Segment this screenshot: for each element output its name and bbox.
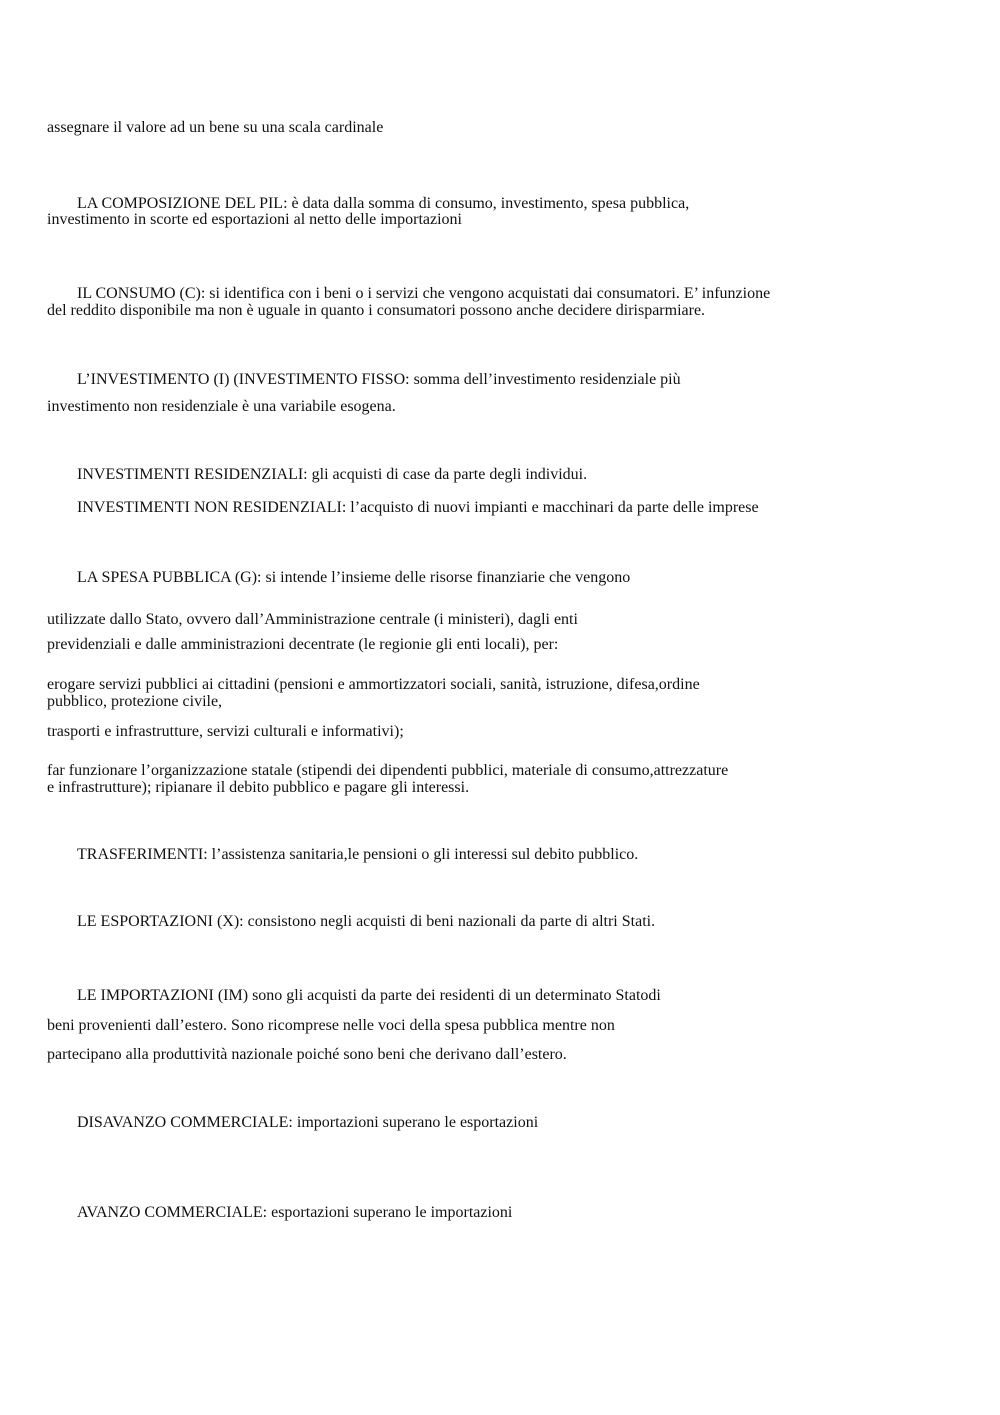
text-line: LA COMPOSIZIONE DEL PIL: è data dalla somma di consumo, investimento, spesa pubblica, xyxy=(77,195,690,212)
text-line: e infrastrutture); ripianare il debito pubblico e pagare gli interessi. xyxy=(47,779,470,796)
text-line: LE IMPORTAZIONI (IM) sono gli acquisti da parte dei residenti di un determinato Statodi xyxy=(77,987,661,1004)
text-line: beni provenienti dall’estero. Sono ricomprese nelle voci della spesa pubblica mentre non xyxy=(47,1017,615,1034)
text-line: AVANZO COMMERCIALE: esportazioni superano le importazioni xyxy=(77,1204,513,1221)
text-line: trasporti e infrastrutture, servizi culturali e informativi); xyxy=(47,723,404,740)
text-line: IL CONSUMO (C): si identifica con i beni o i servizi che vengono acquistati dai consumatori. E’ infunzione xyxy=(77,285,771,302)
text-line: investimento in scorte ed esportazioni al netto delle importazioni xyxy=(47,211,462,228)
text-line: TRASFERIMENTI: l’assistenza sanitaria,le pensioni o gli interessi sul debito pubblico. xyxy=(77,846,639,863)
text-line: far funzionare l’organizzazione statale (stipendi dei dipendenti pubblici, materiale di consumo,attrezzature xyxy=(47,762,729,779)
text-line: investimento non residenziale è una variabile esogena. xyxy=(47,398,396,415)
text-line: utilizzate dallo Stato, ovvero dall’Amministrazione centrale (i ministeri), dagli enti xyxy=(47,611,578,628)
text-line: LE ESPORTAZIONI (X): consistono negli acquisti di beni nazionali da parte di altri Stati. xyxy=(77,913,656,930)
text-line: previdenziali e dalle amministrazioni decentrate (le regionie gli enti locali), per: xyxy=(47,636,559,653)
text-line: erogare servizi pubblici ai cittadini (pensioni e ammortizzatori sociali, sanità, istruzione, difesa,ordine xyxy=(47,676,700,693)
text-line: pubblico, protezione civile, xyxy=(47,693,223,710)
text-line: INVESTIMENTI NON RESIDENZIALI: l’acquisto di nuovi impianti e macchinari da parte delle imprese xyxy=(77,499,759,516)
text-line: LA SPESA PUBBLICA (G): si intende l’insieme delle risorse finanziarie che vengono xyxy=(77,569,631,586)
text-line: DISAVANZO COMMERCIALE: importazioni superano le esportazioni xyxy=(77,1114,539,1131)
text-line: L’INVESTIMENTO (I) (INVESTIMENTO FISSO: somma dell’investimento residenziale più xyxy=(77,371,681,388)
text-line: del reddito disponibile ma non è uguale in quanto i consumatori possono anche decidere dirisparmiare. xyxy=(47,302,706,319)
text-line: partecipano alla produttività nazionale poiché sono beni che derivano dall’estero. xyxy=(47,1046,567,1063)
text-line: assegnare il valore ad un bene su una scala cardinale xyxy=(47,119,384,136)
text-line: INVESTIMENTI RESIDENZIALI: gli acquisti di case da parte degli individui. xyxy=(77,466,588,483)
